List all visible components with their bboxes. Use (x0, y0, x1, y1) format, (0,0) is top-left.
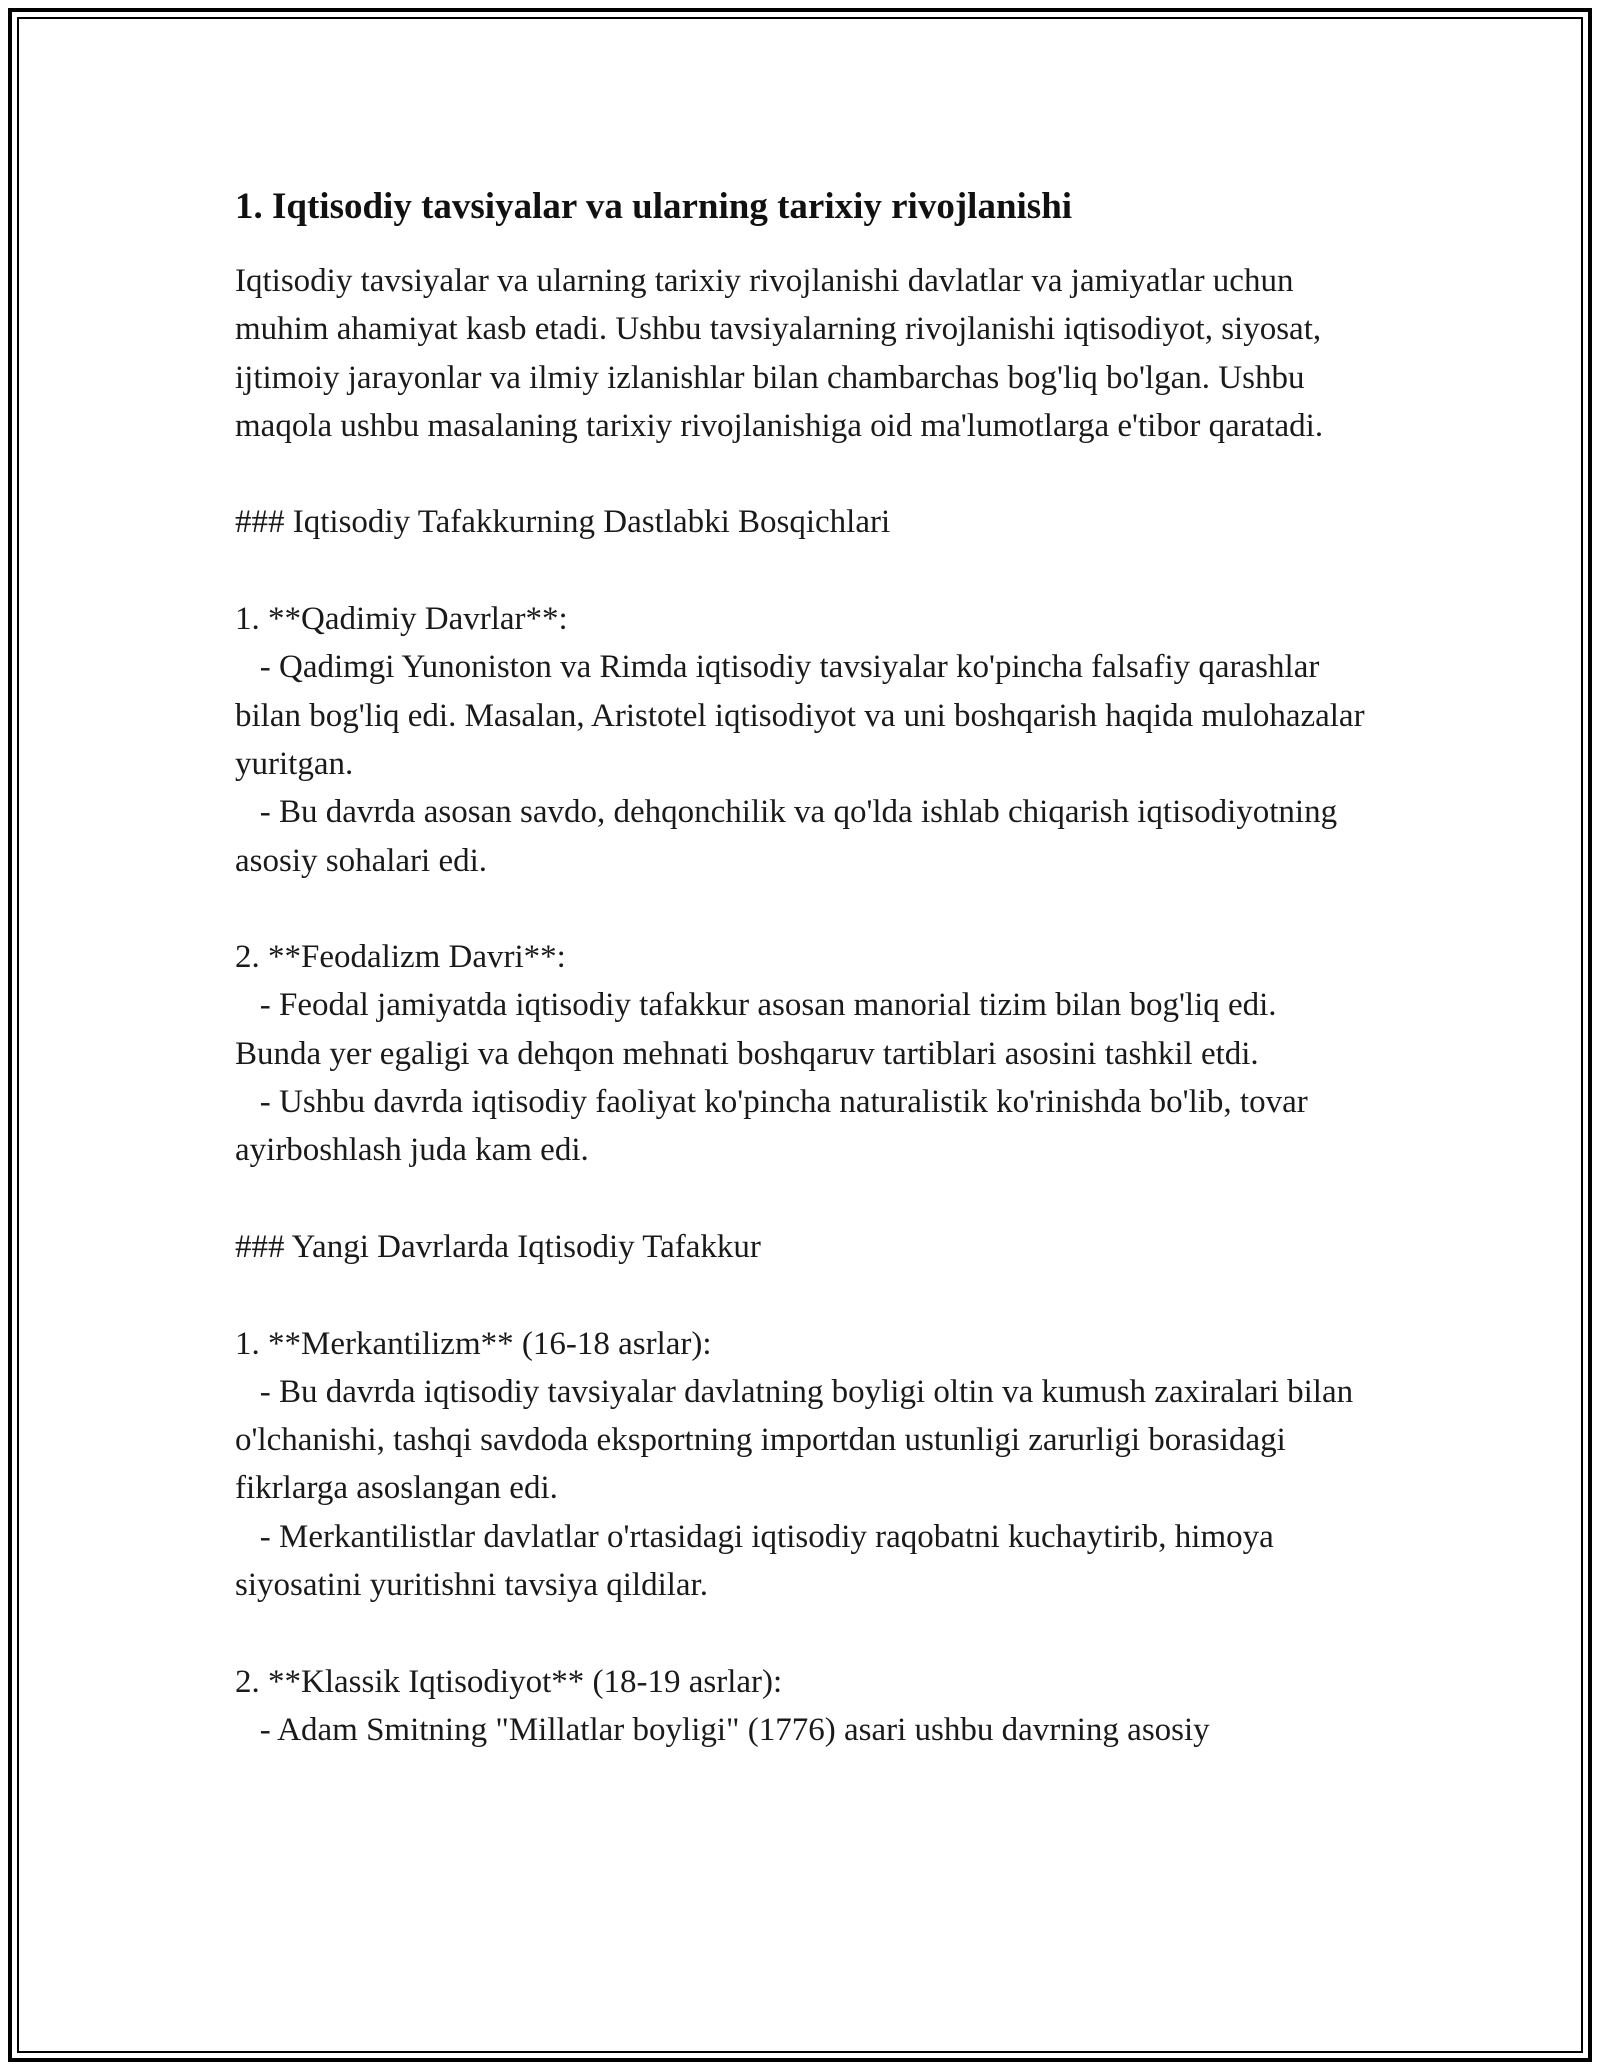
document-body (235, 183, 1373, 1754)
document-title: 1. Iqtisodiy tavsiyalar va ularning tarixiy rivojlanishi (235, 186, 1073, 227)
item-point: - Qadimgi Yunoniston va Rimda iqtisodiy tavsiyalar ko'pincha falsafiy qarashlar bilan bog'liq edi. Masalan, Aristotel iqtisodiyot va uni boshqarish haqida mulohazalar yuritgan. (235, 649, 1373, 782)
item-point: - Bu davrda asosan savdo, dehqonchilik va qo'lda ishlab chiqarish iqtisodiyotning asosiy sohalari edi. (235, 794, 1346, 879)
item-title-classical-economics: 2. **Klassik Iqtisodiyot** (18-19 asrlar): (235, 1663, 783, 1700)
item-point: - Feodal jamiyatda iqtisodiy tafakkur asosan manorial tizim bilan bog'liq edi. Bunda yer egaligi va dehqon mehnati boshqaruv tartiblari asosini tashkil etdi. (235, 987, 1285, 1072)
item-point: - Ushbu davrda iqtisodiy faoliyat ko'pincha naturalistik ko'rinishda bo'lib, tovar ayirboshlash juda kam edi. (235, 1084, 1316, 1169)
item-title-ancient-periods: 1. **Qadimiy Davrlar**: (235, 601, 568, 638)
paragraph-gap (235, 1175, 1365, 1223)
section-heading-early-stages: ### Iqtisodiy Tafakkurning Dastlabki Bosqichlari (235, 504, 891, 541)
paragraph-gap (235, 1271, 1365, 1319)
item-title-feudalism: 2. **Feodalizm Davri**: (235, 939, 566, 976)
item-title-mercantilism: 1. **Merkantilizm** (16-18 asrlar): (235, 1325, 712, 1362)
item-point: - Bu davrda iqtisodiy tavsiyalar davlatning boyligi oltin va kumush zaxiralari bilan o'lchanishi, tashqi savdoda eksportning importdan ustunligi zarurligi borasidagi fikrlarga asoslangan edi. (235, 1373, 1362, 1507)
paragraph-gap (235, 547, 1365, 595)
paragraph-gap (235, 885, 1365, 933)
item-point: - Merkantilistlar davlatlar o'rtasidagi iqtisodiy raqobatni kuchaytirib, himoya siyosatini yuritishni tavsiya qildilar. (235, 1518, 1283, 1604)
item-point: - Adam Smitning "Millatlar boyligi" (1776) asari ushbu davrning asosiy (235, 1711, 1210, 1748)
section-heading-new-periods: ### Yangi Davrlarda Iqtisodiy Tafakkur (235, 1228, 761, 1265)
paragraph-gap (235, 1609, 1365, 1657)
intro-paragraph: Iqtisodiy tavsiyalar va ularning tarixiy rivojlanishi davlatlar va jamiyatlar uchun muhim ahamiyat kasb etadi. Ushbu tavsiyalarning rivojlanishi iqtisodiyot, siyosat, ijtimoiy jarayonlar va ilmiy izlanishlar bilan chambarchas bog'liq bo'lgan. Ushbu maqola ushbu masalaning tarixiy rivojlanishiga oid ma'lumotlarga e'tibor qaratadi. (235, 263, 1330, 444)
paragraph-gap (235, 450, 1365, 498)
